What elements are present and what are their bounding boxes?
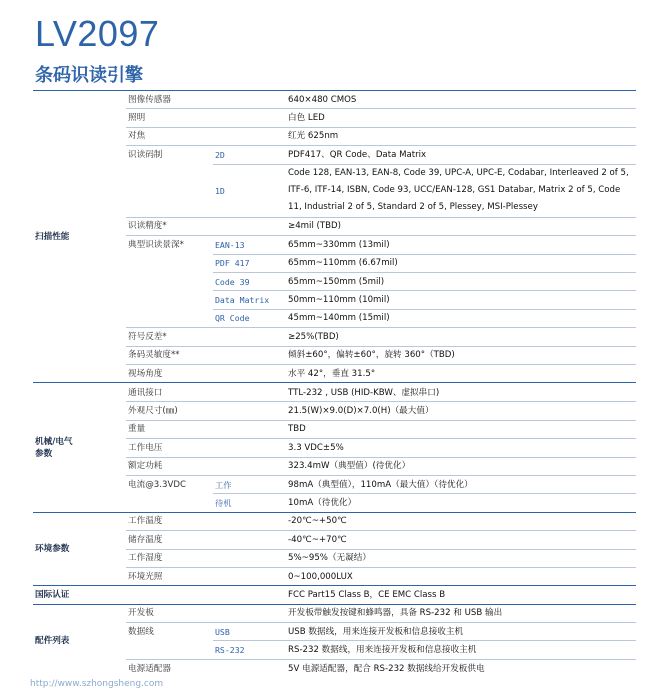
watermark: http://www.szhongsheng.com (30, 679, 164, 689)
spec-value: Code 128, EAN-13, EAN-8, Code 39, UPC-A, UPC-E, Codabar, Interleaved 2 of 5, ITF-6, ITF-14, ISBN, Code 93, UCC/EAN-128, GS1 Databar, Matrix 2 of 5, Code 11, Industrial 2 of 5, Standard 2 of 5, Plessey, MSI-Plessey (286, 164, 636, 217)
section-heading: 条码识读引擎 (35, 65, 143, 86)
section-label-env: 环境参数 (33, 512, 126, 586)
spec-name: 条码灵敏度** (126, 346, 286, 364)
spec-name: 通讯接口 (126, 384, 286, 402)
spec-subname: Data Matrix (213, 291, 286, 309)
spec-value: 640×480 CMOS (286, 91, 636, 109)
spec-value: 65mm~150mm (5mil) (286, 272, 636, 290)
spec-name: 重量 (126, 420, 286, 438)
spec-value: 98mA（典型值），110mA（最大值）（待优化） (286, 475, 636, 493)
spec-name: 额定功耗 (126, 457, 286, 475)
spec-value: 白色 LED (286, 109, 636, 127)
spec-value: 0~100,000LUX (286, 567, 636, 585)
spec-value: 3.3 VDC±5% (286, 439, 636, 457)
spec-value: 323.4mW（典型值）(待优化） (286, 457, 636, 475)
spec-name (126, 586, 286, 604)
table-row (33, 512, 636, 530)
spec-value: -20℃~+50℃ (286, 512, 636, 530)
spec-value: ≥4mil (TBD) (286, 217, 636, 235)
table-row (33, 91, 636, 109)
spec-subname: USB (213, 623, 286, 641)
spec-value: 45mm~140mm (15mil) (286, 309, 636, 327)
spec-name: 外观尺寸(㎜) (126, 402, 286, 420)
spec-value: PDF417、QR Code、Data Matrix (286, 146, 636, 164)
spec-value: 5%~95%（无凝结） (286, 549, 636, 567)
spec-value: 65mm~110mm (6.67mil) (286, 254, 636, 272)
spec-name: 环境光照 (126, 567, 286, 585)
spec-name: 储存温度 (126, 531, 286, 549)
spec-value: 红光 625nm (286, 127, 636, 145)
section-label-acc: 配件列表 (35, 635, 70, 646)
spec-name: 识读码制 (126, 146, 213, 218)
spec-name: 视场角度 (126, 364, 286, 382)
spec-subname: 待机 (213, 494, 286, 512)
spec-value: TBD (286, 420, 636, 438)
spec-subname: RS-232 (213, 641, 286, 659)
spec-name: 工作电压 (126, 439, 286, 457)
spec-subname: Code 39 (213, 272, 286, 290)
spec-subname: QR Code (213, 309, 286, 327)
table-row (33, 586, 636, 604)
spec-value: 65mm~330mm (13mil) (286, 236, 636, 254)
table-row (33, 384, 636, 402)
spec-table-continued (33, 384, 636, 677)
spec-name: 工作温度 (126, 512, 286, 530)
spec-subname: 工作 (213, 475, 286, 493)
spec-name: 电源适配器 (128, 663, 171, 674)
spec-value: 21.5(W)×9.0(D)×7.0(H)（最大值） (286, 402, 636, 420)
spec-name: 电流@3.3VDC (126, 475, 213, 512)
section-label-scan: 扫描性能 (33, 91, 126, 383)
spec-value: RS-232 数据线，用来连接开发板和信息接收主机 (286, 641, 636, 659)
spec-name: 工作湿度 (126, 549, 286, 567)
spec-name: 图像传感器 (126, 91, 286, 109)
spec-name: 典型识读景深* (126, 236, 213, 328)
spec-value: 10mA（待优化） (286, 494, 636, 512)
spec-value: -40℃~+70℃ (286, 531, 636, 549)
spec-value: TTL-232 , USB (HID-KBW、虚拟串口) (286, 384, 636, 402)
spec-value: 倾斜±60°，偏转±60°，旋转 360°（TBD) (286, 346, 636, 364)
spec-name: 对焦 (126, 127, 286, 145)
spec-value: 5V 电源适配器，配合 RS-232 数据线给开发板供电 (288, 663, 485, 674)
spec-name: 开发板 (126, 604, 286, 622)
spec-subname: 1D (213, 164, 286, 217)
spec-value: USB 数据线，用来连接开发板和信息接收主机 (286, 623, 636, 641)
spec-subname: PDF 417 (213, 254, 286, 272)
product-title: LV2097 (35, 13, 160, 54)
section-label-mech: 机械/电气 参数 (33, 384, 126, 512)
spec-subname: 2D (213, 146, 286, 164)
spec-name: 符号反差* (126, 328, 286, 346)
spec-name: 数据线 (126, 623, 213, 660)
spec-value: ≥25%(TBD) (286, 328, 636, 346)
table-row (33, 604, 636, 622)
spec-value: 水平 42°，垂直 31.5° (286, 364, 636, 382)
section-label-cert: 国际认证 (33, 586, 126, 604)
spec-table (33, 90, 636, 383)
spec-value: 开发板带触发按键和蜂鸣器，具备 RS-232 和 USB 输出 (286, 604, 636, 622)
spec-subname: EAN-13 (213, 236, 286, 254)
spec-name: 识读精度* (126, 217, 286, 235)
spec-name: 照明 (126, 109, 286, 127)
spec-value: 50mm~110mm (10mil) (286, 291, 636, 309)
spec-value: FCC Part15 Class B，CE EMC Class B (286, 586, 636, 604)
